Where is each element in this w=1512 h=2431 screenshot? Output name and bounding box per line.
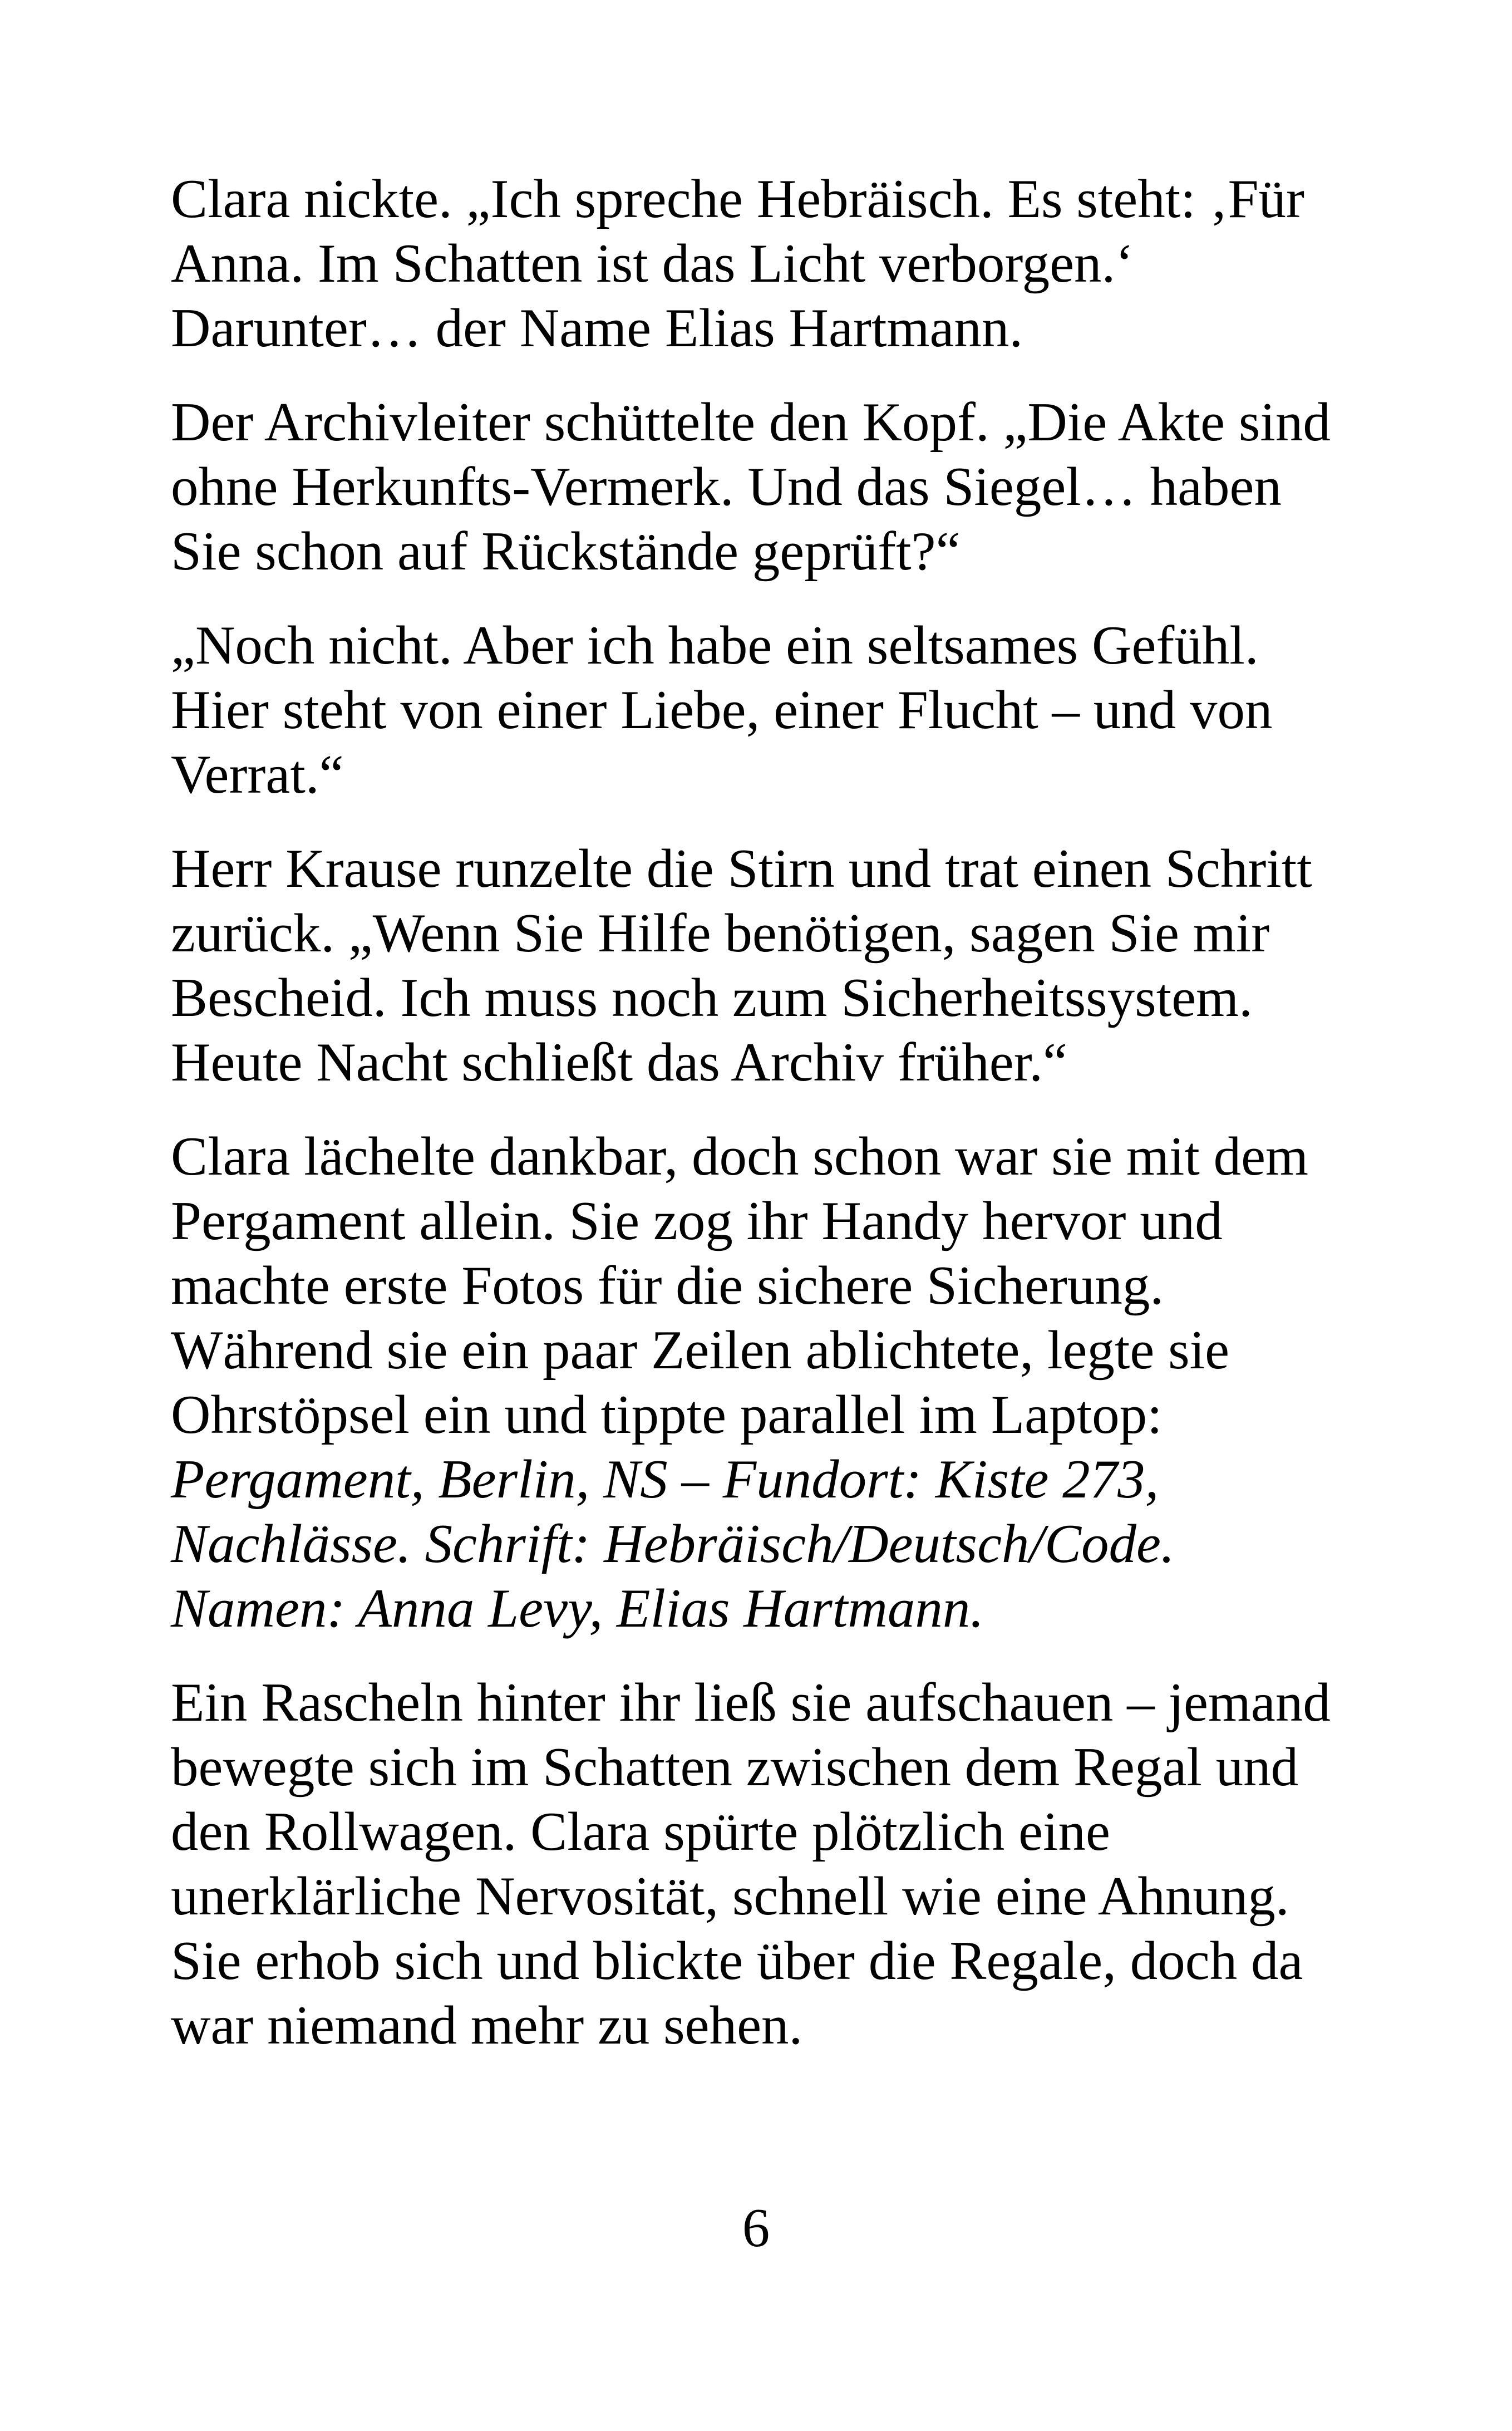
- text-line: Clara lächelte dankbar, doch schon war sie mit dem: [171, 1126, 1309, 1187]
- text-line: Anna. Im Schatten ist das Licht verborgen.‘: [171, 233, 1134, 294]
- paragraph-5: [171, 1124, 1384, 1641]
- text-line: Sie schon auf Rückstände geprüft?“: [171, 521, 961, 582]
- italic-note-line: Pergament, Berlin, NS – Fundort: Kiste 273,: [171, 1449, 1159, 1510]
- text-line: Heute Nacht schließt das Archiv früher.“: [171, 1032, 1067, 1093]
- paragraph-6: [171, 1671, 1384, 2058]
- text-line: Clara nickte. „Ich spreche Hebräisch. Es steht: ‚Für: [171, 169, 1304, 229]
- text-line: Der Archivleiter schüttelte den Kopf. „Die Akte sind: [171, 392, 1331, 453]
- text-line: unerklärliche Nervosität, schnell wie eine Ahnung.: [171, 1866, 1289, 1927]
- paragraph-1: [171, 167, 1384, 361]
- text-line: zurück. „Wenn Sie Hilfe benötigen, sagen Sie mir: [171, 903, 1270, 964]
- text-line: „Noch nicht. Aber ich habe ein seltsames Gefühl.: [171, 615, 1259, 676]
- text-line: Darunter… der Name Elias Hartmann.: [171, 298, 1023, 358]
- text-line: machte erste Fotos für die sichere Sicherung.: [171, 1255, 1164, 1316]
- page-number: 6: [742, 2198, 770, 2258]
- paragraph-3: [171, 613, 1384, 807]
- text-line: ohne Herkunfts-Vermerk. Und das Siegel… haben: [171, 456, 1282, 517]
- text-line: Verrat.“: [171, 744, 344, 805]
- text-line: bewegte sich im Schatten zwischen dem Regal und: [171, 1737, 1299, 1798]
- text-line: Ohrstöpsel ein und tippte parallel im Laptop:: [171, 1384, 1163, 1445]
- text-line: den Rollwagen. Clara spürte plötzlich eine: [171, 1801, 1110, 1862]
- paragraph-4: [171, 837, 1384, 1095]
- text-line: Sie erhob sich und blickte über die Regale, doch da: [171, 1931, 1303, 1991]
- text-line: Hier steht von einer Liebe, einer Flucht – und von: [171, 680, 1273, 740]
- body-text: [171, 167, 1384, 2088]
- text-line: Bescheid. Ich muss noch zum Sicherheitssystem.: [171, 968, 1253, 1028]
- text-line: Während sie ein paar Zeilen ablichtete, legte sie: [171, 1320, 1230, 1381]
- italic-note-line: Namen: Anna Levy, Elias Hartmann.: [171, 1578, 984, 1639]
- text-line: Herr Krause runzelte die Stirn und trat einen Schritt: [171, 838, 1312, 899]
- italic-note-line: Nachlässe. Schrift: Hebräisch/Deutsch/Code.: [171, 1514, 1175, 1574]
- text-line: war niemand mehr zu sehen.: [171, 1995, 803, 2056]
- paragraph-2: [171, 390, 1384, 584]
- text-line: Ein Rascheln hinter ihr ließ sie aufschauen – jemand: [171, 1672, 1331, 1733]
- text-line: Pergament allein. Sie zog ihr Handy hervor und: [171, 1191, 1223, 1251]
